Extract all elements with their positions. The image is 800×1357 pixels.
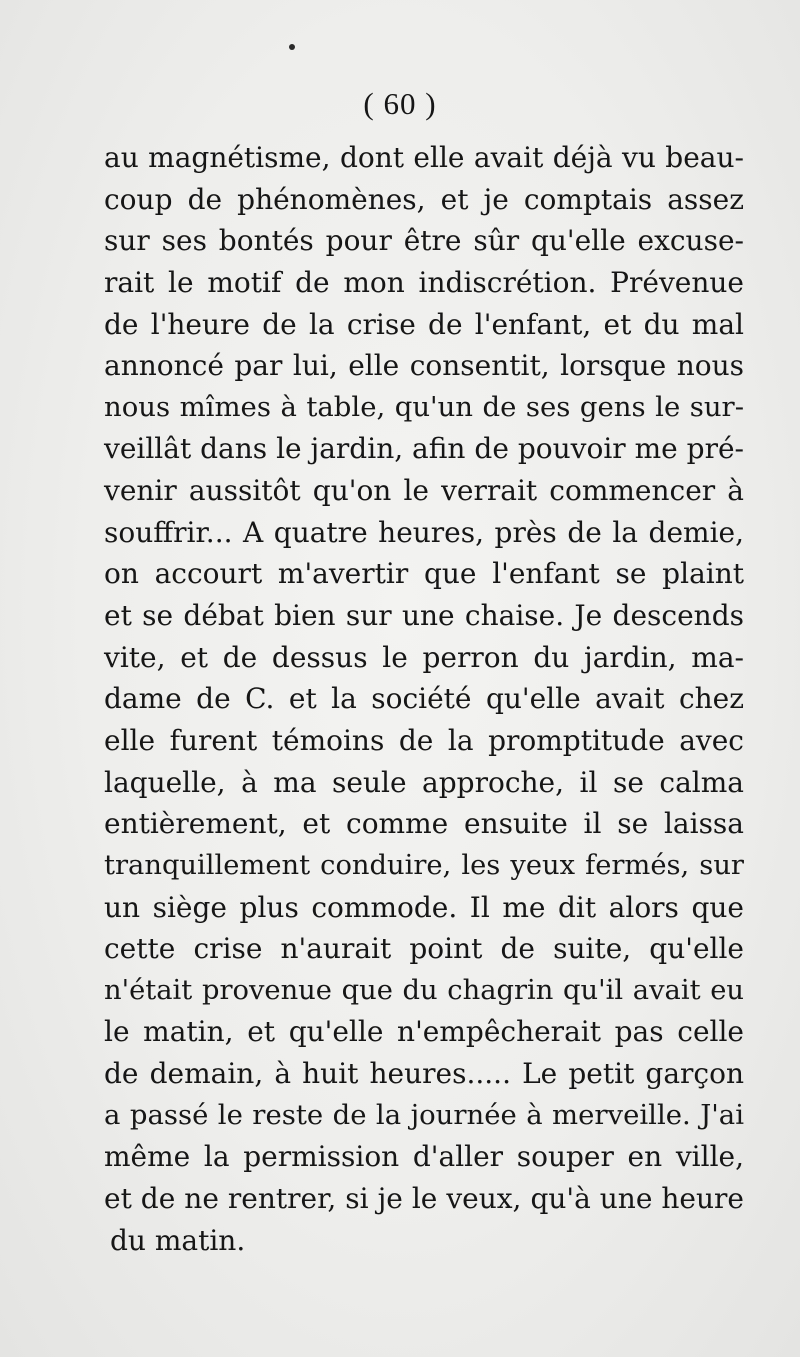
text-line: du matin. (110, 1223, 246, 1257)
text-line: un siège plus commode. Il me dit alors que (104, 890, 744, 924)
ink-speck (289, 44, 295, 50)
text-line: et de ne rentrer, si je le veux, qu'à une heure (104, 1182, 744, 1216)
text-line: elle furent témoins de la promptitude avec (104, 723, 744, 757)
text-line: et se débat bien sur une chaise. Je descends (104, 599, 744, 633)
text-line: coup de phénomènes, et je comptais assez (104, 182, 744, 216)
text-line: veillât dans le jardin, afin de pouvoir me pré- (104, 432, 744, 466)
text-line: nous mîmes à table, qu'un de ses gens le sur- (104, 390, 744, 423)
text-line: même la permission d'aller souper en ville, (104, 1140, 744, 1174)
text-line: rait le motif de mon indiscrétion. Prévenue (104, 265, 744, 299)
text-line: a passé le reste de la journée à merveille. J'ai (104, 1098, 744, 1131)
text-line: vite, et de dessus le perron du jardin, ma- (104, 640, 744, 674)
text-line: le matin, et qu'elle n'empêcherait pas celle (104, 1015, 744, 1049)
text-line: de l'heure de la crise de l'enfant, et du mal (104, 307, 744, 341)
text-line: tranquillement conduire, les yeux fermés, sur (104, 849, 744, 881)
text-line: au magnétisme, dont elle avait déjà vu beau- (104, 141, 744, 174)
text-line: cette crise n'aurait point de suite, qu'elle (104, 932, 744, 966)
body-text (104, 137, 744, 1261)
text-line: souffrir... A quatre heures, près de la demie, (104, 515, 744, 549)
text-line: venir aussitôt qu'on le verrait commencer à (104, 474, 744, 508)
text-line: laquelle, à ma seule approche, il se calma (104, 765, 744, 799)
page-number: ( 60 ) (363, 86, 437, 121)
text-line: annoncé par lui, elle consentit, lorsque nous (104, 349, 744, 383)
text-line: de demain, à huit heures..... Le petit garçon (104, 1057, 744, 1091)
text-line: n'était provenue que du chagrin qu'il avait eu (104, 974, 744, 1006)
text-line: entièrement, et comme ensuite il se laissa (104, 807, 744, 841)
text-line: sur ses bontés pour être sûr qu'elle excuse- (104, 224, 744, 258)
text-line: dame de C. et la société qu'elle avait chez (104, 682, 744, 716)
text-line: on accourt m'avertir que l'enfant se plaint (104, 557, 744, 591)
